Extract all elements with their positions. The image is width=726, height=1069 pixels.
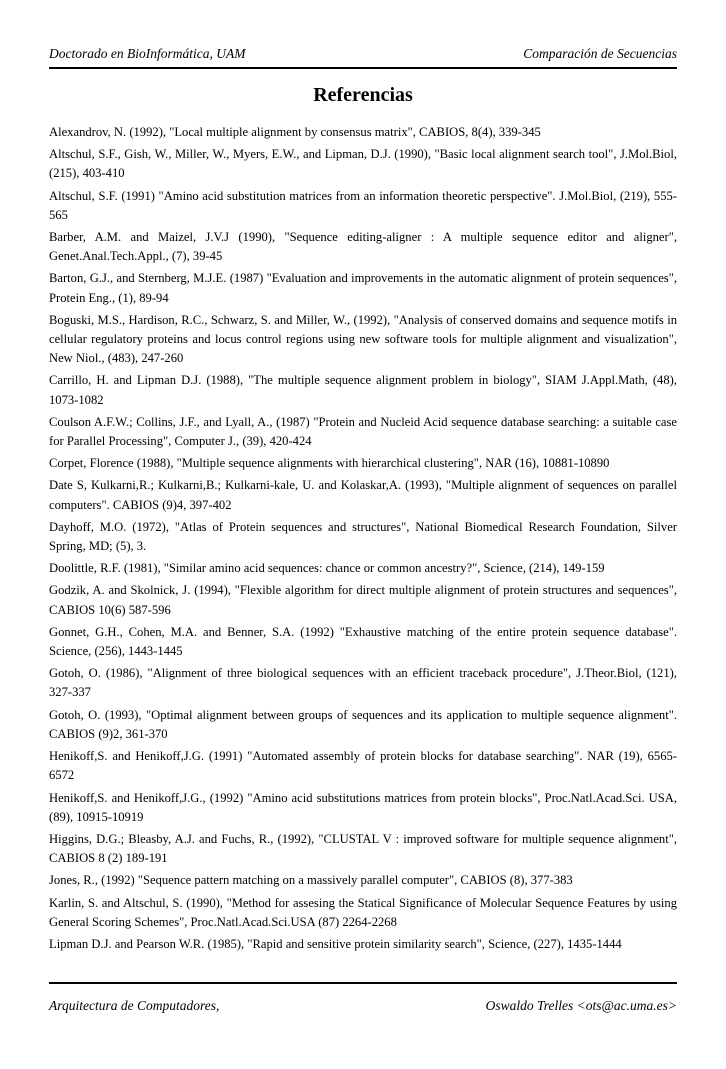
- reference-item: Barton, G.J., and Sternberg, M.J.E. (1987) "Evaluation and improvements in the automatic alignment of protein sequences", Protein Eng., (1), 89-94: [49, 271, 677, 305]
- header-course-name: Doctorado en BioInformática, UAM: [49, 46, 246, 61]
- reference-item: Henikoff,S. and Henikoff,J.G. (1991) "Automated assembly of protein blocks for database searching". NAR (19), 6565-6572: [49, 749, 677, 783]
- reference-item: Date S, Kulkarni,R.; Kulkarni,B.; Kulkarni-kale, U. and Kolaskar,A. (1993), "Multiple alignment of sequences on parallel computers". CABIOS (9)4, 397-402: [49, 478, 677, 512]
- reference-item: Godzik, A. and Skolnick, J. (1994), "Flexible algorithm for direct multiple alignment of protein structures and sequences", CABIOS 10(6) 587-596: [49, 583, 677, 617]
- reference-item: Higgins, D.G.; Bleasby, A.J. and Fuchs, R., (1992), "CLUSTAL V : improved software for multiple sequence alignment", CABIOS 8 (2) 189-191: [49, 831, 677, 866]
- reference-item: Carrillo, H. and Lipman D.J. (1988), "The multiple sequence alignment problem in biology", SIAM J.Appl.Math, (48), 1073-1082: [49, 373, 677, 407]
- reference-item: Alexandrov, N. (1992), "Local multiple alignment by consensus matrix", CABIOS, 8(4), 339-345: [49, 125, 541, 139]
- running-header: [49, 45, 677, 63]
- reference-item: Karlin, S. and Altschul, S. (1990), "Method for assesing the Statical Significance of Molecular Sequence Features by using General Scoring Schemes", Proc.Natl.Acad.Sci.USA (87) 2264-2268: [49, 895, 677, 929]
- reference-item: Corpet, Florence (1988), "Multiple sequence alignments with hierarchical clustering", NAR (16), 10881-10890: [49, 456, 610, 471]
- footer-author-email: Oswaldo Trelles <ots@ac.uma.es>: [485, 998, 677, 1013]
- reference-item: Jones, R., (1992) "Sequence pattern matching on a massively parallel computer", CABIOS (8), 377-383: [49, 873, 573, 888]
- reference-item: Lipman D.J. and Pearson W.R. (1985), "Rapid and sensitive protein similarity search", Science, (227), 1435-1444: [49, 936, 622, 951]
- reference-item: Altschul, S.F. (1991) "Amino acid substitution matrices from an information theoretic perspective". J.Mol.Biol, (219), 555-565: [49, 188, 677, 222]
- reference-item: Doolittle, R.F. (1981), "Similar amino acid sequences: chance or common ancestry?", Science, (214), 149-159: [49, 561, 605, 576]
- page-title: Referencias: [313, 84, 413, 106]
- footer-department: Arquitectura de Computadores,: [49, 998, 220, 1013]
- header-section-name: Comparación de Secuencias: [523, 46, 677, 61]
- reference-item: Boguski, M.S., Hardison, R.C., Schwarz, S. and Miller, W., (1992), "Analysis of conserved domains and sequence motifs in cellular regulatory proteins and locus control regions using new software tools for multiple alignment and visualization", New Niol., (483), 247-260: [49, 312, 677, 366]
- references-list: [49, 123, 677, 957]
- reference-item: Altschul, S.F., Gish, W., Miller, W., Myers, E.W., and Lipman, D.J. (1990), "Basic local alignment search tool", J.Mol.Biol, (215), 403-410: [49, 147, 677, 181]
- footer-divider: [49, 982, 677, 984]
- reference-item: Gotoh, O. (1993), "Optimal alignment between groups of sequences and its application to multiple sequence alignment". CABIOS (9)2, 361-370: [49, 707, 677, 741]
- reference-item: Barber, A.M. and Maizel, J.V.J (1990), "Sequence editing-aligner : A multiple sequence editor and aligner", Genet.Anal.Tech.Appl., (7), 39-45: [49, 230, 677, 264]
- reference-item: Dayhoff, M.O. (1972), "Atlas of Protein sequences and structures", National Biomedical Research Foundation, Silver Spring, MD; (5), 3.: [49, 519, 677, 554]
- reference-item: Henikoff,S. and Henikoff,J.G., (1992) "Amino acid substitutions matrices from protein blocks", Proc.Natl.Acad.Sci. USA, (89), 10915-10919: [49, 790, 677, 824]
- running-footer: [49, 997, 677, 1015]
- reference-item: Gotoh, O. (1986), "Alignment of three biological sequences with an efficient traceback procedure", J.Theor.Biol, (121), 327-337: [49, 666, 677, 700]
- reference-item: Gonnet, G.H., Cohen, M.A. and Benner, S.A. (1992) "Exhaustive matching of the entire protein sequence database". Science, (256), 1443-1445: [49, 624, 677, 659]
- reference-item: Coulson A.F.W.; Collins, J.F., and Lyall, A., (1987) "Protein and Nucleid Acid sequence database searching: a suitable case for Parallel Processing", Computer J., (39), 420-424: [49, 414, 677, 449]
- header-divider: [49, 67, 677, 69]
